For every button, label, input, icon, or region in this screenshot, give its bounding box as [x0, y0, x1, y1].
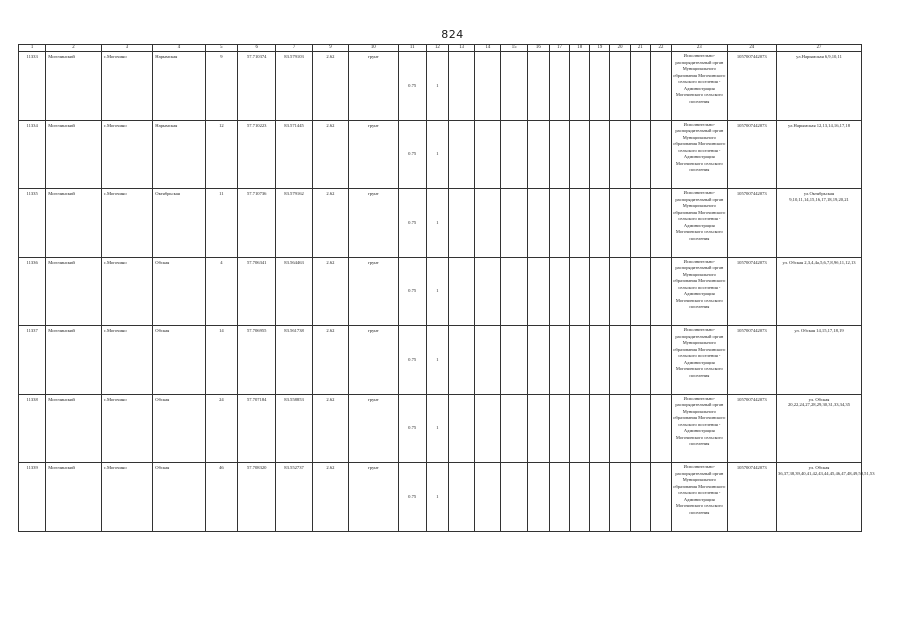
cell-empty [449, 463, 475, 532]
cell-empty [475, 394, 501, 463]
cell-volume: 0.75 [398, 394, 426, 463]
table-row [19, 189, 862, 258]
cell-street: Октябрьская [153, 189, 205, 258]
cell-street: Нарымская [153, 52, 205, 121]
column-header: 6 [238, 45, 276, 52]
cell-lon: 83.571445 [276, 120, 312, 189]
cell-count: 1 [426, 120, 448, 189]
cell-volume: 0.75 [398, 189, 426, 258]
column-header: 22 [650, 45, 671, 52]
cell-empty [610, 394, 630, 463]
cell-district: Могочинский [46, 463, 102, 532]
cell-empty [527, 394, 549, 463]
cell-id: 11339 [19, 463, 46, 532]
cell-lat: 57.710374 [238, 52, 276, 121]
cell-settlement: с.Могочино [101, 257, 152, 326]
column-header: 23 [672, 45, 728, 52]
cell-empty [570, 189, 590, 258]
cell-empty [590, 326, 610, 395]
cell-empty [527, 257, 549, 326]
cell-empty [650, 394, 671, 463]
cell-lat: 57.708320 [238, 463, 276, 532]
cell-surface: грунт [349, 52, 398, 121]
column-header: 24 [727, 45, 776, 52]
cell-area: 2.62 [312, 326, 348, 395]
column-header: 15 [501, 45, 527, 52]
cell-id: 11333 [19, 52, 46, 121]
cell-lon: 83.579162 [276, 189, 312, 258]
column-header: 19 [590, 45, 610, 52]
cell-ogrn: 1057007442073 [727, 394, 776, 463]
cell-empty [630, 189, 650, 258]
cell-empty [650, 326, 671, 395]
cell-empty [449, 326, 475, 395]
cell-street: Обская [153, 463, 205, 532]
cell-house: 46 [205, 463, 237, 532]
cell-sources: ул. Обская 2,3,4,4а,5,6,7,8,9б,11,12,13 [777, 257, 862, 326]
cell-empty [630, 394, 650, 463]
cell-settlement: с.Могочино [101, 463, 152, 532]
cell-empty [549, 120, 569, 189]
column-header: 9 [312, 45, 348, 52]
cell-empty [549, 52, 569, 121]
cell-empty [449, 189, 475, 258]
cell-surface: грунт [349, 257, 398, 326]
cell-empty [570, 257, 590, 326]
table-row [19, 326, 862, 395]
cell-volume: 0.75 [398, 52, 426, 121]
cell-empty [630, 463, 650, 532]
cell-surface: грунт [349, 189, 398, 258]
cell-empty [630, 52, 650, 121]
cell-empty [570, 394, 590, 463]
column-header: 20 [610, 45, 630, 52]
cell-empty [590, 52, 610, 121]
column-header: 14 [475, 45, 501, 52]
cell-empty [449, 52, 475, 121]
cell-empty [610, 120, 630, 189]
cell-count: 1 [426, 326, 448, 395]
cell-settlement: с.Могочино [101, 52, 152, 121]
cell-count: 1 [426, 257, 448, 326]
table-row [19, 52, 862, 121]
cell-id: 11336 [19, 257, 46, 326]
cell-house: 11 [205, 189, 237, 258]
header-row [19, 45, 862, 52]
cell-empty [549, 394, 569, 463]
column-header: 17 [549, 45, 569, 52]
cell-surface: грунт [349, 326, 398, 395]
cell-empty [527, 326, 549, 395]
cell-sources: ул.Нарымская 6,9,10,11 [777, 52, 862, 121]
cell-lat: 57.707184 [238, 394, 276, 463]
cell-lon: 83.579103 [276, 52, 312, 121]
cell-lat: 57.706341 [238, 257, 276, 326]
cell-area: 2.62 [312, 120, 348, 189]
page-number: 824 [441, 28, 464, 41]
cell-district: Могочинский [46, 394, 102, 463]
cell-surface: грунт [349, 120, 398, 189]
cell-volume: 0.75 [398, 120, 426, 189]
cell-empty [590, 394, 610, 463]
table-row [19, 463, 862, 532]
cell-area: 2.62 [312, 52, 348, 121]
column-header: 16 [527, 45, 549, 52]
cell-count: 1 [426, 463, 448, 532]
column-header: 5 [205, 45, 237, 52]
cell-sources: ул.Октябрьская 9,10,11,14,15,16,17,18,19,20,21 [777, 189, 862, 258]
cell-empty [570, 326, 590, 395]
cell-owner: Исполнительно-распорядительный орган Муниципального образования Могочинского сельского поселения - Администрация Могочинского сельского поселения [672, 120, 728, 189]
cell-empty [610, 326, 630, 395]
cell-empty [650, 52, 671, 121]
cell-volume: 0.75 [398, 257, 426, 326]
cell-street: Обская [153, 257, 205, 326]
cell-empty [650, 120, 671, 189]
cell-ogrn: 1057007442073 [727, 463, 776, 532]
cell-area: 2.62 [312, 394, 348, 463]
cell-area: 2.62 [312, 463, 348, 532]
cell-settlement: с.Могочино [101, 189, 152, 258]
cell-district: Могочинский [46, 326, 102, 395]
cell-street: Обская [153, 326, 205, 395]
cell-settlement: с.Могочино [101, 120, 152, 189]
cell-lon: 83.552737 [276, 463, 312, 532]
column-header: 3 [101, 45, 152, 52]
cell-house: 9 [205, 52, 237, 121]
cell-owner: Исполнительно-распорядительный орган Муниципального образования Могочинского сельского поселения - Администрация Могочинского сельского поселения [672, 326, 728, 395]
cell-sources: ул. Обская 36,37,38,39,40,41,42,43,44,45,46,47,48,49,50,51,53 [777, 463, 862, 532]
column-header: 10 [349, 45, 398, 52]
cell-count: 1 [426, 189, 448, 258]
cell-district: Могочинский [46, 257, 102, 326]
column-header: 18 [570, 45, 590, 52]
cell-empty [549, 326, 569, 395]
cell-empty [475, 189, 501, 258]
cell-street: Нарымская [153, 120, 205, 189]
cell-empty [590, 120, 610, 189]
cell-area: 2.62 [312, 257, 348, 326]
cell-empty [650, 463, 671, 532]
cell-street: Обская [153, 394, 205, 463]
cell-empty [590, 257, 610, 326]
registry-table [18, 44, 875, 532]
cell-empty [449, 120, 475, 189]
cell-ogrn: 1057007442073 [727, 326, 776, 395]
cell-house: 14 [205, 326, 237, 395]
cell-empty [570, 463, 590, 532]
cell-house: 24 [205, 394, 237, 463]
cell-ogrn: 1057007442073 [727, 52, 776, 121]
cell-settlement: с.Могочино [101, 326, 152, 395]
cell-empty [650, 257, 671, 326]
cell-empty [527, 52, 549, 121]
cell-empty [501, 189, 527, 258]
cell-lat: 57.710736 [238, 189, 276, 258]
cell-empty [501, 120, 527, 189]
column-header: 13 [449, 45, 475, 52]
cell-empty [475, 52, 501, 121]
cell-empty [501, 326, 527, 395]
cell-surface: грунт [349, 394, 398, 463]
cell-ogrn: 1057007442073 [727, 189, 776, 258]
cell-id: 11334 [19, 120, 46, 189]
cell-empty [630, 120, 650, 189]
cell-empty [475, 326, 501, 395]
cell-lat: 57.706955 [238, 326, 276, 395]
column-header: 12 [426, 45, 448, 52]
cell-empty [475, 257, 501, 326]
cell-area: 2.62 [312, 189, 348, 258]
cell-empty [570, 120, 590, 189]
cell-empty [549, 257, 569, 326]
column-header: 2 [46, 45, 102, 52]
cell-district: Могочинский [46, 120, 102, 189]
cell-empty [650, 189, 671, 258]
cell-house: 4 [205, 257, 237, 326]
cell-ogrn: 1057007442073 [727, 257, 776, 326]
cell-id: 11335 [19, 189, 46, 258]
cell-lon: 83.561738 [276, 326, 312, 395]
cell-empty [449, 394, 475, 463]
cell-empty [475, 463, 501, 532]
cell-empty [590, 463, 610, 532]
column-header: 21 [630, 45, 650, 52]
cell-empty [610, 257, 630, 326]
cell-lat: 57.710223 [238, 120, 276, 189]
cell-volume: 0.75 [398, 326, 426, 395]
cell-empty [630, 257, 650, 326]
column-header: 7 [276, 45, 312, 52]
cell-sources: ул. Обская 20,22,24,27,28,29,30,31,33,34,35 [777, 394, 862, 463]
cell-ogrn: 1057007442073 [727, 120, 776, 189]
cell-empty [630, 326, 650, 395]
cell-empty [610, 189, 630, 258]
cell-owner: Исполнительно-распорядительный орган Муниципального образования Могочинского сельского поселения - Администрация Могочинского сельского поселения [672, 394, 728, 463]
table-row [19, 257, 862, 326]
column-header: 4 [153, 45, 205, 52]
cell-id: 11338 [19, 394, 46, 463]
cell-empty [570, 52, 590, 121]
cell-lon: 83.558853 [276, 394, 312, 463]
cell-empty [501, 52, 527, 121]
cell-empty [501, 257, 527, 326]
cell-empty [549, 189, 569, 258]
cell-empty [610, 463, 630, 532]
cell-lon: 83.564463 [276, 257, 312, 326]
column-header: 27 [777, 45, 862, 52]
cell-volume: 0.75 [398, 463, 426, 532]
cell-count: 1 [426, 394, 448, 463]
table-row [19, 120, 862, 189]
cell-empty [610, 52, 630, 121]
cell-district: Могочинский [46, 52, 102, 121]
column-header: 11 [398, 45, 426, 52]
cell-empty [475, 120, 501, 189]
column-header: 1 [19, 45, 46, 52]
cell-district: Могочинский [46, 189, 102, 258]
table-row [19, 394, 862, 463]
cell-house: 12 [205, 120, 237, 189]
cell-empty [501, 463, 527, 532]
cell-owner: Исполнительно-распорядительный орган Муниципального образования Могочинского сельского поселения - Администрация Могочинского сельского поселения [672, 463, 728, 532]
cell-empty [590, 189, 610, 258]
cell-owner: Исполнительно-распорядительный орган Муниципального образования Могочинского сельского поселения - Администрация Могочинского сельского поселения [672, 52, 728, 121]
cell-count: 1 [426, 52, 448, 121]
cell-surface: грунт [349, 463, 398, 532]
cell-empty [527, 463, 549, 532]
cell-empty [549, 463, 569, 532]
cell-empty [527, 189, 549, 258]
cell-id: 11337 [19, 326, 46, 395]
cell-empty [501, 394, 527, 463]
cell-sources: ул. Обская 14,15,17,18,19 [777, 326, 862, 395]
cell-owner: Исполнительно-распорядительный орган Муниципального образования Могочинского сельского поселения - Администрация Могочинского сельского поселения [672, 257, 728, 326]
cell-owner: Исполнительно-распорядительный орган Муниципального образования Могочинского сельского поселения - Администрация Могочинского сельского поселения [672, 189, 728, 258]
cell-sources: ул.Нарымская 12,13,14,16,17,18 [777, 120, 862, 189]
cell-empty [527, 120, 549, 189]
cell-settlement: с.Могочино [101, 394, 152, 463]
cell-empty [449, 257, 475, 326]
